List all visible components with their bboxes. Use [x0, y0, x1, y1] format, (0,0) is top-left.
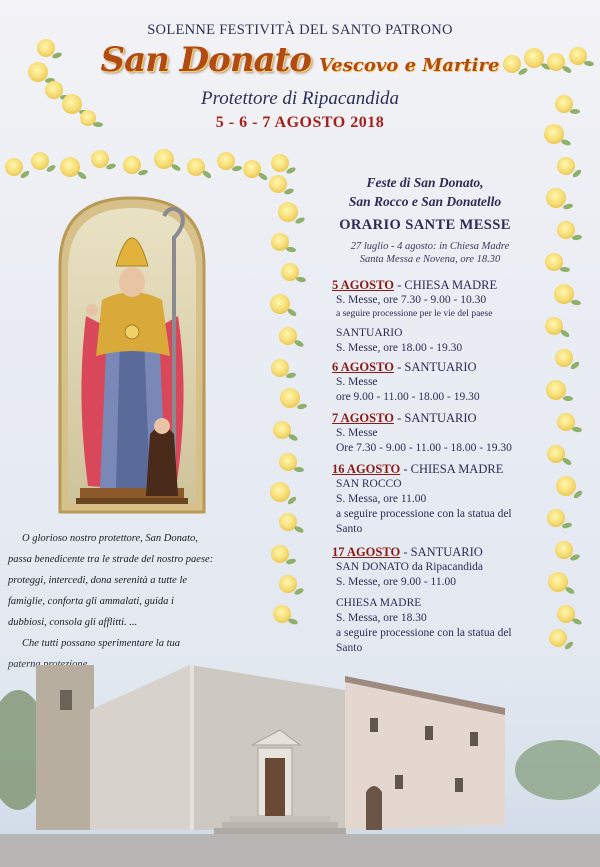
- day-extra-place: CHIESA MADRE: [336, 597, 422, 609]
- mass-label: S. Messe: [336, 427, 378, 439]
- day-date: 5 AGOSTO: [332, 278, 394, 292]
- rose-leaf: [562, 522, 573, 529]
- rose-leaf: [286, 308, 297, 318]
- rose-leaf: [560, 138, 571, 146]
- rose-leaf: [202, 169, 213, 179]
- procession-note-cont: Santo: [336, 523, 363, 535]
- day-extra-place: SANTUARIO: [336, 327, 403, 339]
- rose-leaf: [286, 558, 297, 565]
- rose-flower: [5, 158, 23, 176]
- rose-leaf: [561, 457, 572, 467]
- procession-note: a seguire processione con la statua del: [336, 508, 512, 520]
- protector-line: Protettore di Ripacandida: [200, 88, 400, 109]
- rose-leaf: [297, 403, 308, 410]
- rose-leaf: [287, 617, 298, 625]
- feste-heading: [320, 173, 530, 211]
- rose-leaf: [286, 246, 297, 253]
- rose-leaf: [293, 525, 304, 534]
- feste-line-2: San Rocco e San Donatello: [348, 194, 502, 209]
- mass-times: S. Messa, ore 11.00: [336, 493, 427, 505]
- day-place: - SANTUARIO: [393, 411, 477, 425]
- day-sub: SAN DONATO da Ripacandida: [336, 561, 484, 573]
- day-place: - CHIESA MADRE: [400, 462, 504, 476]
- orario-note: [330, 240, 530, 266]
- schedule-day-16: [332, 462, 532, 537]
- saint-statue-image: [58, 196, 206, 514]
- rose-flower: [555, 349, 573, 367]
- day-date: 6 AGOSTO: [332, 360, 394, 374]
- schedule-day-6: [332, 360, 532, 405]
- rose-leaf: [584, 60, 595, 66]
- day-sub: SAN ROCCO: [336, 478, 402, 490]
- day-place: - SANTUARIO: [400, 545, 483, 559]
- rose-garland-center: [258, 170, 308, 630]
- prayer-line: O glorioso nostro protettore, San Donato,: [22, 533, 198, 544]
- mass-times: S. Messe, ore 7.30 - 9.00 - 10.30: [336, 294, 487, 306]
- rose-flower: [557, 157, 575, 175]
- schedule-day-7: [332, 411, 532, 456]
- rose-garland-top-left: [28, 30, 108, 130]
- mass-times: S. Messe, ore 18.00 - 19.30: [336, 342, 463, 354]
- church-photo: [0, 640, 600, 867]
- rose-leaf: [559, 329, 570, 339]
- rose-flower: [278, 202, 298, 222]
- prayer-line: passa benedicente tra le strade del nostro paese:: [8, 554, 214, 565]
- supertitle: SOLENNE FESTIVITÀ DEL SANTO PATRONO: [147, 22, 453, 38]
- rose-leaf: [571, 299, 582, 306]
- prayer-line: famiglie, conforta gli ammalati, guida i: [8, 596, 174, 607]
- rose-leaf: [560, 267, 570, 273]
- mass-times: S. Messa, ore 18.30: [336, 612, 427, 624]
- rose-leaf: [572, 234, 583, 240]
- rose-leaf: [570, 109, 580, 114]
- rose-leaf: [93, 122, 103, 128]
- rose-leaf: [572, 426, 583, 432]
- rose-leaf: [296, 276, 307, 283]
- rose-leaf: [170, 163, 181, 172]
- rose-leaf: [232, 165, 243, 172]
- orario-title: ORARIO SANTE MESSE: [339, 217, 511, 233]
- prayer-line: proteggi, intercedi, dona serenità a tutte le: [8, 575, 188, 586]
- rose-leaf: [286, 372, 297, 379]
- rose-leaf: [563, 396, 573, 401]
- orario-note-line-1: 27 luglio - 4 agosto: in Chiesa Madre: [350, 241, 510, 252]
- festival-dates: 5 - 6 - 7 AGOSTO 2018: [215, 114, 385, 131]
- schedule-day-5: [332, 278, 532, 356]
- rose-garland-horizontal: [0, 145, 300, 185]
- rose-leaf: [564, 586, 575, 596]
- day-date: 17 AGOSTO: [332, 545, 401, 559]
- mass-times: ore 9.00 - 11.00 - 18.00 - 19.30: [336, 391, 480, 403]
- rose-leaf: [294, 466, 304, 472]
- rose-leaf: [287, 433, 298, 442]
- saint-name: San Donato: [100, 40, 311, 80]
- rose-leaf: [563, 203, 574, 210]
- mass-times: S. Messe, ore 9.00 - 11.00: [336, 576, 456, 588]
- rose-garland-right: [530, 90, 595, 650]
- feste-line-1: Feste di San Donato,: [366, 175, 484, 190]
- mass-label: S. Messe: [336, 376, 378, 388]
- rose-leaf: [561, 65, 572, 75]
- rose-garland-top-right: [498, 40, 598, 80]
- rose-leaf: [293, 339, 304, 348]
- rose-flower: [556, 476, 576, 496]
- day-place: - CHIESA MADRE: [393, 278, 498, 292]
- orario-note-line-2: Santa Messa e Novena, ore 18.30: [359, 254, 501, 265]
- day-place: - SANTUARIO: [393, 360, 477, 374]
- rose-flower: [270, 482, 290, 502]
- saint-subtitle: Vescovo e Martire: [318, 55, 500, 76]
- mass-times: Ore 7.30 - 9.00 - 11.00 - 18.00 - 19.30: [336, 442, 512, 454]
- day-date: 16 AGOSTO: [332, 462, 401, 476]
- day-date: 7 AGOSTO: [332, 411, 394, 425]
- rose-leaf: [571, 617, 582, 626]
- rose-leaf: [76, 171, 87, 181]
- procession-note: a seguire processione con la statua del: [336, 627, 512, 639]
- prayer-line: dubbiosi, consola gli afflitti. ...: [8, 617, 138, 628]
- procession-note: a seguire processione per le vie del paese: [336, 309, 493, 319]
